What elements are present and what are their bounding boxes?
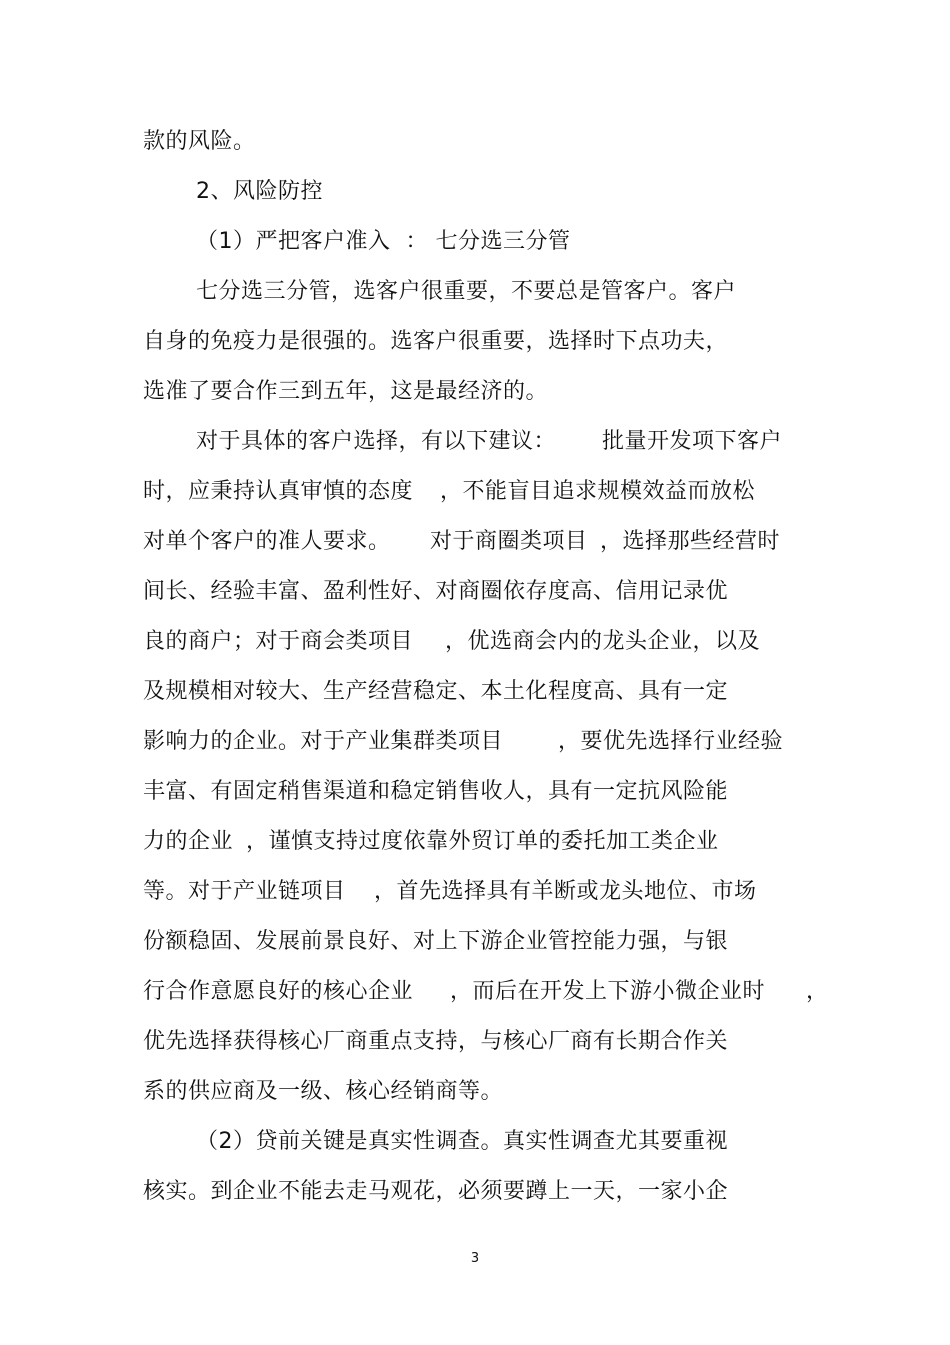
subsection-heading: （1）严把客户准入 ： 七分选三分管 (196, 229, 571, 254)
body-text-fragment: ，优选商会内的龙头企业，以及 (445, 629, 761, 654)
body-text-line: 份额稳固、发展前景良好、对上下游企业管控能力强，与银 (143, 929, 729, 954)
body-text-fragment: ，不能盲目追求规模效益而放松 (440, 479, 756, 504)
body-text-line: 行合作意愿良好的核心企业 (143, 979, 414, 1004)
body-text-fragment: ，首先选择具有羊断或龙头地位、市场 (374, 879, 757, 904)
body-text-line: 系的供应商及一级、核心经销商等。 (143, 1079, 504, 1104)
body-text-line: 款的风险。 (143, 129, 256, 154)
body-text-line: 良的商户；对于商会类项目 (143, 629, 414, 654)
body-text-line: 核实。到企业不能去走马观花，必须要蹲上一天，一家小企 (143, 1179, 729, 1204)
body-text-fragment: ，要优先选择行业经验 (558, 729, 784, 754)
body-text-fragment: ，谨慎支持过度依靠外贸订单的委托加工类企业 (246, 829, 719, 854)
body-text-line: 力的企业 (143, 829, 234, 854)
body-text-line: 对单个客户的准人要求。 (143, 529, 391, 554)
body-text-line: 自身的免疫力是很强的。选客户很重要，选择时下点功夫， (143, 329, 729, 354)
body-text-fragment: ，选择那些经营时 (600, 529, 781, 554)
body-text-line: 等。对于产业链项目 (143, 879, 346, 904)
body-text-line: 影响力的企业。对于产业集群类项目 (143, 729, 504, 754)
section-heading: 2、风险防控 (196, 179, 323, 204)
body-text-fragment: 对于商圈类项目 (430, 529, 588, 554)
page-number: 3 (470, 1251, 480, 1266)
body-text-line: 丰富、有固定稍售渠道和稳定销售收人，具有一定抗风险能 (143, 779, 729, 804)
body-text-line: 七分选三分管，选客户很重要，不要总是管客户。客户 (196, 279, 737, 304)
body-text-fragment: 批量开发项下客户 (602, 429, 783, 454)
body-text-fragment: ，而后在开发上下游小微企业时 (450, 979, 766, 1004)
body-text-line: 间长、经验丰富、盈利性好、对商圈依存度高、信用记录优 (143, 579, 729, 604)
body-text-line: （2）贷前关键是真实性调查。真实性调查尤其要重视 (196, 1129, 728, 1154)
body-text-line: 优先选择获得核心厂商重点支持，与核心厂商有长期合作关 (143, 1029, 729, 1054)
body-text-line: 及规模相对较大、生产经营稳定、本土化程度高、具有一定 (143, 679, 729, 704)
body-text-fragment: ， (806, 979, 829, 1004)
body-text-line: 对于具体的客户选择，有以下建议： (196, 429, 557, 454)
body-text-line: 选准了要合作三到五年，这是最经济的。 (143, 379, 549, 404)
body-text-line: 时，应秉持认真审慎的态度 (143, 479, 414, 504)
